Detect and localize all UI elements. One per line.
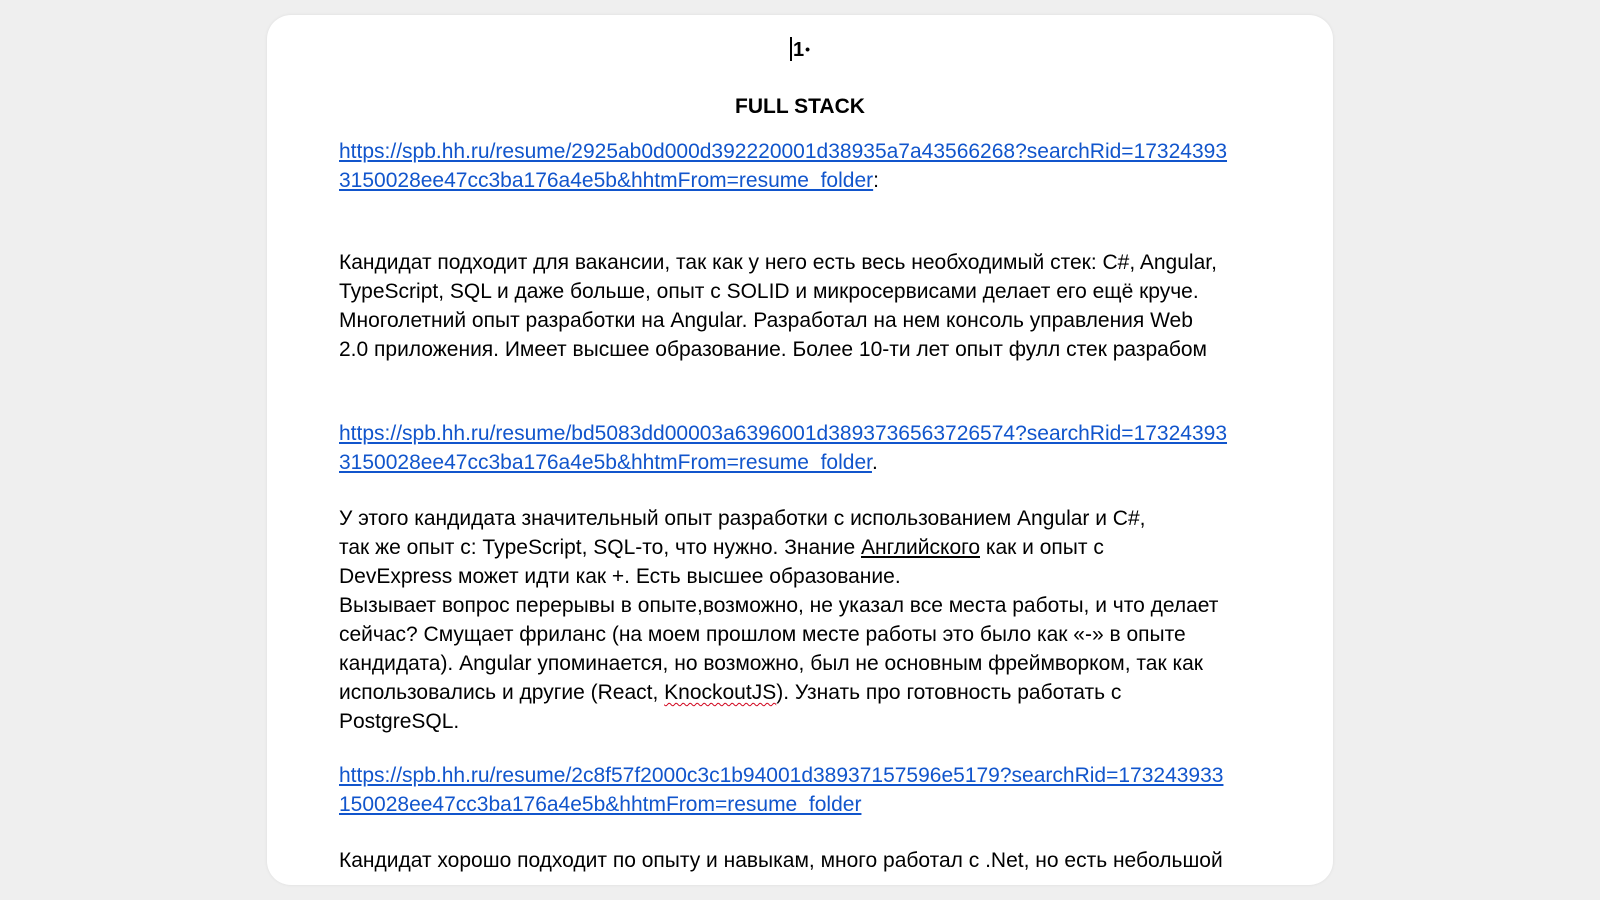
candidate-2-link-line-2[interactable]: 3150028ee47cc3ba176a4e5b&hhtmFrom=resume_folder xyxy=(339,451,872,474)
candidate-3-link-line-2[interactable]: 150028ee47cc3ba176a4e5b&hhtmFrom=resume_folder xyxy=(339,793,862,816)
paragraph-line: DevExpress может идти как +. Есть высшее образование. xyxy=(339,565,901,588)
candidate-1-link-line-2[interactable]: 3150028ee47cc3ba176a4e5b&hhtmFrom=resume_folder xyxy=(339,169,874,192)
paragraph-line xyxy=(339,678,1269,707)
paragraph-text: как и опыт с xyxy=(980,536,1104,559)
paragraph-line: PostgreSQL. xyxy=(339,710,460,733)
page-number xyxy=(267,37,1333,62)
underlined-word: Английского xyxy=(861,536,980,559)
candidate-1-link-suffix: : xyxy=(873,169,879,192)
paragraph-line: Вызывает вопрос перерывы в опыте,возможно, не указал все места работы, и что делает xyxy=(339,594,1219,617)
text-cursor xyxy=(790,37,792,61)
candidate-1-paragraph xyxy=(339,248,1269,364)
paragraph-line: 2.0 приложения. Имеет высшее образование. Более 10-ти лет опыт фулл стек разрабом xyxy=(339,338,1207,361)
paragraph-line: TypeScript, SQL и даже больше, опыт с SOLID и микросервисами делает его ещё круче. xyxy=(339,280,1199,303)
candidate-1-link-block xyxy=(339,137,1269,195)
page-number-value: 1 xyxy=(792,39,805,61)
paragraph-line: У этого кандидата значительный опыт разработки с использованием Angular и C#, xyxy=(339,507,1146,530)
paragraph-text: так же опыт с: TypeScript, SQL-то, что нужно. Знание xyxy=(339,536,861,559)
paragraph-line xyxy=(339,533,1269,562)
paragraph-line: сейчас? Смущает фриланс (на моем прошлом месте работы это было как «-» в опыте xyxy=(339,623,1186,646)
paragraph-line: Кандидат подходит для вакансии, так как у него есть весь необходимый стек: C#, Angular, xyxy=(339,251,1217,274)
spellcheck-flagged-word[interactable]: KnockoutJS xyxy=(664,681,777,704)
candidate-2-link-block xyxy=(339,419,1269,477)
candidate-3-link-block xyxy=(339,761,1269,819)
paragraph-line: Кандидат хорошо подходит по опыту и навыкам, много работал с .Net, но есть небольшой xyxy=(339,849,1223,872)
candidate-3-paragraph xyxy=(339,846,1269,875)
candidate-2-link-suffix: . xyxy=(871,451,878,474)
candidate-1-link-line-1[interactable]: https://spb.hh.ru/resume/2925ab0d000d392220001d38935a7a43566268?searchRid=17324393 xyxy=(339,140,1228,163)
document-title: FULL STACK xyxy=(735,95,865,118)
paragraph-text: ). Узнать про готовность работать с xyxy=(776,681,1122,704)
document-page xyxy=(267,15,1333,885)
paragraph-text: использовались и другие (React, xyxy=(339,681,665,704)
paragraph-line: кандидата). Angular упоминается, но возможно, был не основным фреймворком, так как xyxy=(339,652,1203,675)
bullet-dot-icon: • xyxy=(805,41,811,57)
candidate-2-link-line-1[interactable]: https://spb.hh.ru/resume/bd5083dd00003a6396001d3893736563726574?searchRid=17324393 xyxy=(339,422,1228,445)
candidate-3-link-line-1[interactable]: https://spb.hh.ru/resume/2c8f57f2000c3c1b94001d38937157596e5179?searchRid=173243933 xyxy=(339,764,1224,787)
paragraph-line: Многолетний опыт разработки на Angular. Разработал на нем консоль управления Web xyxy=(339,309,1193,332)
candidate-2-paragraph xyxy=(339,504,1269,736)
